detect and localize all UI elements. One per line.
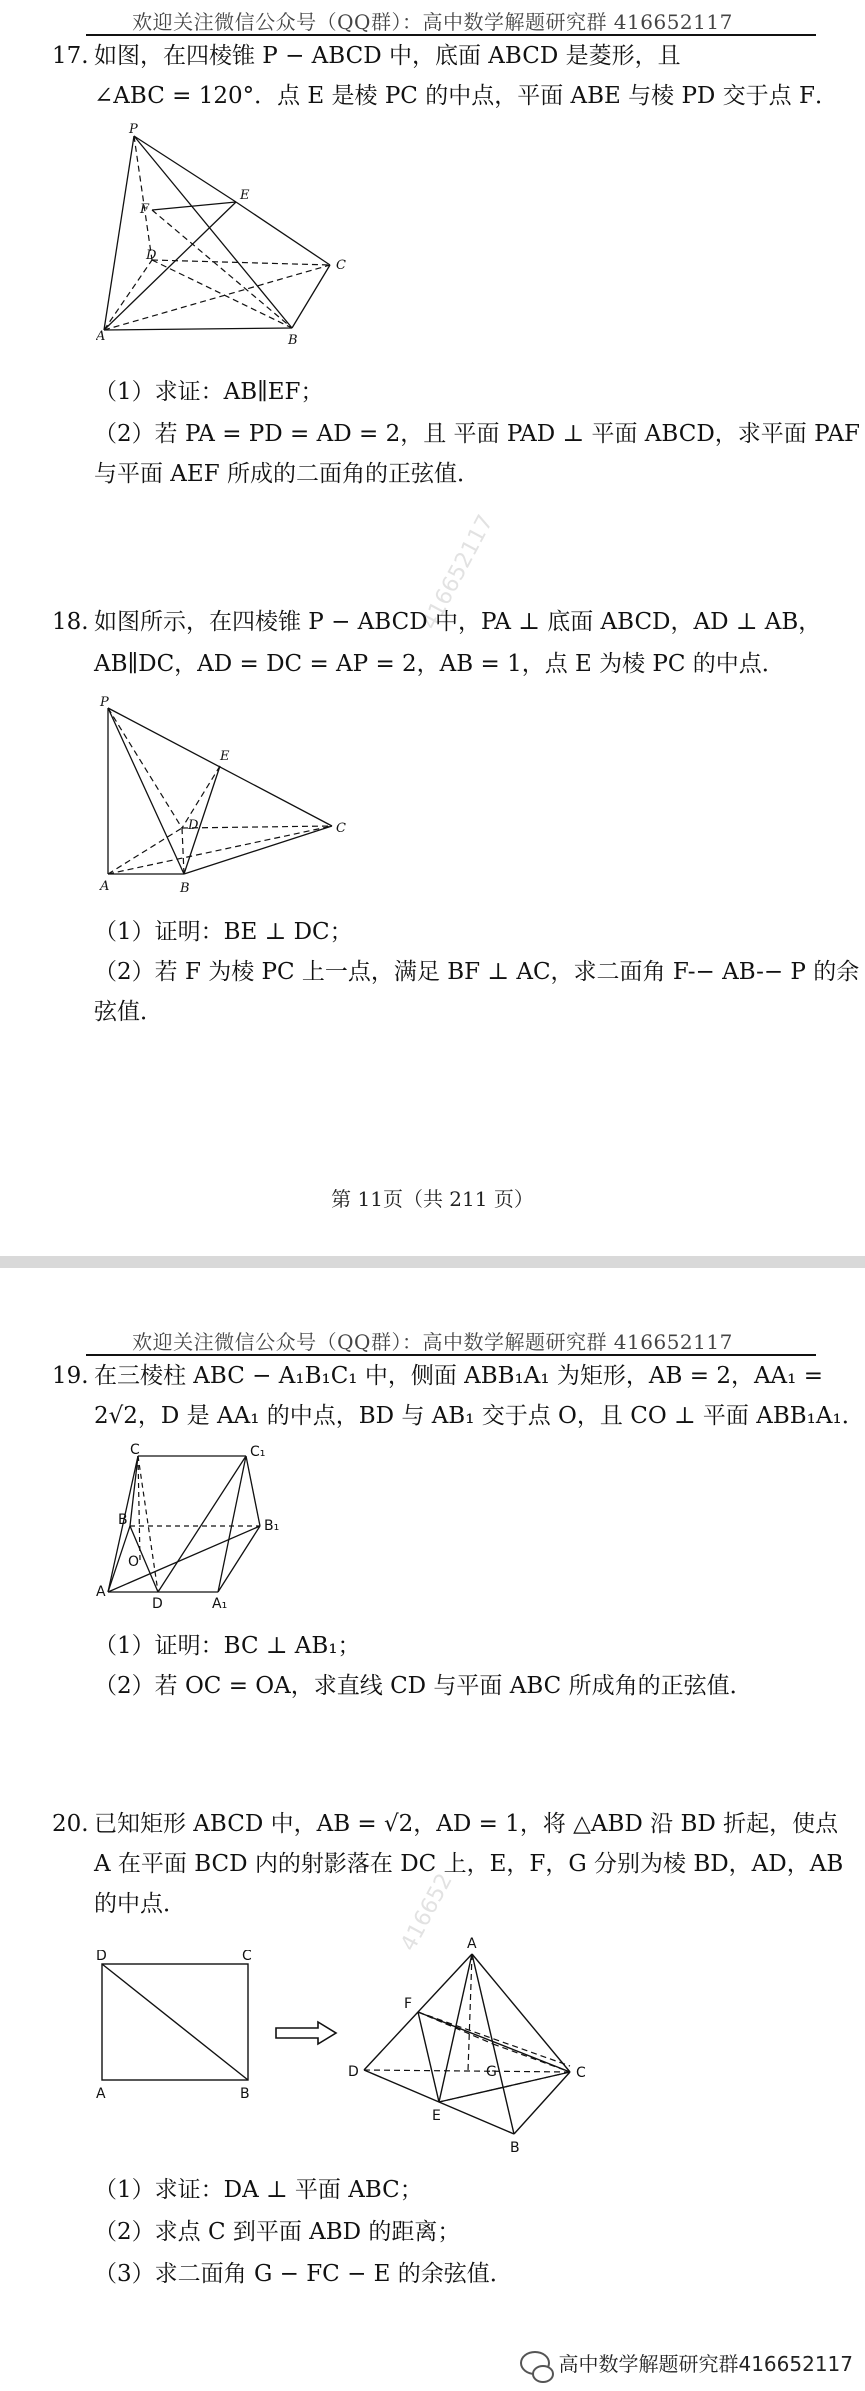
question-20-line2: A 在平面 BCD 内的射影落在 DC 上，E，F，G 分别为棱 BD，AD，AB: [94, 1851, 844, 1877]
question-18-part2b: 弦值．: [94, 999, 163, 1025]
label-A: A: [96, 2086, 106, 2102]
question-20-part2: （2）求点 C 到平面 ABD 的距离；: [94, 2219, 461, 2245]
question-20-part3: （3）求二面角 G − FC − E 的余弦值．: [94, 2261, 513, 2287]
question-19-number: 19.: [52, 1363, 89, 1389]
wechat-logo-watermark: [520, 2348, 853, 2377]
figure-18-pyramid: [96, 696, 356, 906]
label-E: E: [220, 749, 230, 764]
label-A: A: [96, 329, 106, 344]
page-separator: [0, 1256, 865, 1268]
label-A1: A₁: [212, 1596, 228, 1612]
label-F: F: [140, 202, 150, 217]
label-D: D: [348, 2064, 359, 2080]
label-B: B: [288, 333, 298, 348]
label-C: C: [576, 2065, 586, 2081]
question-17-part1: （1）求证：AB∥EF；: [94, 379, 324, 405]
question-18-line1: 如图所示，在四棱锥 P − ABCD 中，PA ⊥ 底面 ABCD，AD ⊥ AB，: [94, 609, 822, 635]
label-C: C: [130, 1442, 140, 1458]
fold-arrow-icon: [274, 2020, 338, 2046]
question-20-line1: 已知矩形 ABCD 中，AB = √2，AD = 1，将 △ABD 沿 BD 折起，使点: [94, 1811, 839, 1837]
logo-text: 高中数学解题研究群416652117: [558, 2352, 853, 2376]
question-17-part2b: 与平面 AEF 所成的二面角的正弦值．: [94, 461, 480, 487]
label-E: E: [432, 2108, 441, 2124]
label-P: P: [100, 696, 109, 710]
page-footer: 第 11页（共 211 页）: [331, 1187, 534, 1211]
label-G: G: [486, 2064, 497, 2080]
label-A: A: [100, 879, 110, 894]
question-19-line1: 在三棱柱 ABC − A₁B₁C₁ 中，侧面 ABB₁A₁ 为矩形，AB = 2，AA₁ =: [94, 1363, 823, 1389]
label-B: B: [240, 2086, 250, 2102]
question-20-line3: 的中点．: [94, 1891, 186, 1917]
label-F: F: [404, 1996, 413, 2012]
wechat-icon: [520, 2351, 550, 2375]
watermark: 416652: [396, 1869, 458, 1956]
question-17-line2: ∠ABC = 120°．点 E 是棱 PC 的中点，平面 ABE 与棱 PD 交于点 F．: [94, 83, 838, 109]
question-20-part1: （1）求证：DA ⊥ 平面 ABC；: [94, 2177, 423, 2203]
question-19-part2: （2）若 OC = OA，求直线 CD 与平面 ABC 所成角的正弦值．: [94, 1673, 753, 1699]
label-D: D: [152, 1596, 163, 1612]
label-D: D: [96, 1950, 107, 1964]
label-O: O: [128, 1554, 140, 1570]
question-18-line2: AB∥DC，AD = DC = AP = 2，AB = 1，点 E 为棱 PC 的中点．: [94, 651, 785, 677]
page-2: [0, 1270, 865, 2391]
question-19-line2: 2√2，D 是 AA₁ 的中点，BD 与 AB₁ 交于点 O，且 CO ⊥ 平面 ABB₁A₁．: [94, 1403, 865, 1429]
watermark: 416652117: [417, 511, 499, 634]
question-17-part2a: （2）若 PA = PD = AD = 2，且 平面 PAD ⊥ 平面 ABCD，求平面 PAF: [94, 421, 861, 447]
label-B: B: [118, 1512, 128, 1528]
label-C: C: [242, 1950, 252, 1964]
question-18-part1: （1）证明：BE ⊥ DC；: [94, 919, 353, 945]
label-C: C: [336, 821, 346, 836]
label-A: A: [96, 1584, 106, 1600]
question-19-part1: （1）证明：BC ⊥ AB₁；: [94, 1633, 361, 1659]
label-P: P: [129, 122, 138, 137]
question-20-number: 20.: [52, 1811, 89, 1837]
label-B: B: [180, 881, 190, 896]
label-E: E: [240, 188, 250, 203]
figure-20-rectangle: [90, 1950, 270, 2110]
label-D: D: [188, 818, 199, 833]
question-18-number: 18.: [52, 609, 89, 635]
label-A: A: [467, 1936, 477, 1952]
label-C: C: [336, 258, 346, 273]
page-header: 欢迎关注微信公众号（QQ群）：高中数学解题研究群 416652117: [132, 10, 733, 34]
label-C1: C₁: [250, 1444, 266, 1460]
question-17-number: 17.: [52, 43, 89, 69]
question-17-line1: 如图，在四棱锥 P − ABCD 中，底面 ABCD 是菱形，且: [94, 43, 681, 69]
page-header: 欢迎关注微信公众号（QQ群）：高中数学解题研究群 416652117: [132, 1330, 733, 1354]
figure-17-pyramid: [96, 120, 376, 360]
label-B1: B₁: [264, 1518, 280, 1534]
label-B: B: [510, 2140, 520, 2156]
label-D: D: [146, 248, 157, 263]
figure-20-folded-pyramid: [344, 1936, 604, 2156]
question-18-part2a: （2）若 F 为棱 PC 上一点，满足 BF ⊥ AC，求二面角 F-− AB-− P 的余: [94, 959, 860, 985]
figure-19-prism: [96, 1442, 296, 1614]
